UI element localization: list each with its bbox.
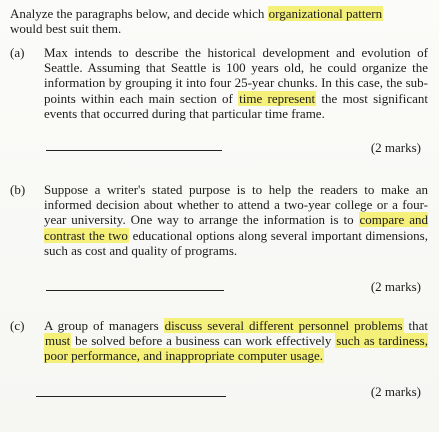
question-a-marks: (2 marks) [370,140,421,155]
question-c-text-3: be solved before a business can work effectively [71,333,336,349]
question-c-text [44,318,428,364]
question-c-marks: (2 marks) [370,384,421,399]
instructions [10,6,410,36]
question-c-text-1: A group of managers [44,318,164,333]
question-b-text-2: educational options along several important dimensions, such as cost and quality of programs. [44,227,428,258]
instructions-highlight: organizational pattern [268,6,383,21]
question-a-text-1: Max intends to describe the historical development and evolution of Seattle. Assuming that Seattle is 100 years old, he could organize the information by grouping it into four 25-year chunks. In this case, the sub-points within each main section of [44,45,428,106]
question-c-highlight-3: such as tardiness, poor performance, and inappropriate computer usage. [44,333,428,364]
question-a-text-2: the most significant events that occurred during that particular time frame. [44,90,429,121]
question-b-highlight: compare and contrast the two [44,212,428,243]
question-b-label: (b) [10,182,26,197]
question-b-answer-line[interactable] [46,290,224,291]
instructions-text-pre: Analyze the paragraphs below, and decide which [10,6,268,21]
question-a-highlight: time represent [239,90,316,106]
question-c-label: (c) [10,318,25,333]
question-a-answer-line[interactable] [46,150,222,151]
question-b-marks: (2 marks) [370,279,421,294]
instructions-text-post: would best suit them. [10,21,122,36]
question-b-text [44,182,428,258]
question-c-text-2: that [403,318,428,333]
question-c-answer-line[interactable] [36,396,226,397]
question-a-text [44,45,428,121]
question-c-highlight-2: must [45,333,71,349]
question-c-highlight-1: discuss several different personnel problems [164,318,403,333]
question-b-text-1: Suppose a writer's stated purpose is to help the readers to make an informed decision about whether to attend a two-year college or a four-year university. One way to arrange the information is to [44,182,428,228]
question-a-label: (a) [10,45,25,60]
